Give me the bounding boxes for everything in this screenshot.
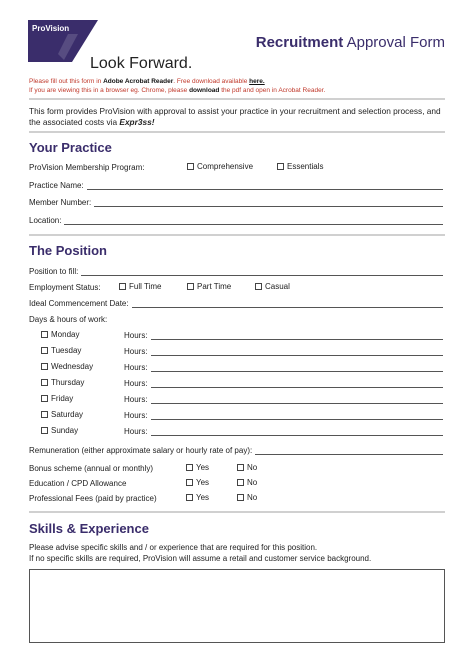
hours-row: Hours:	[124, 360, 443, 372]
education-no[interactable]: No	[237, 478, 257, 487]
day-monday[interactable]: Monday	[41, 330, 79, 339]
checkbox[interactable]	[187, 283, 194, 290]
remuneration-field[interactable]	[255, 446, 443, 455]
fees-yes[interactable]: Yes	[186, 493, 209, 502]
checkbox[interactable]	[277, 163, 284, 170]
commencement-row: Ideal Commencement Date:	[29, 296, 443, 308]
hours-field[interactable]	[151, 363, 443, 372]
day-friday[interactable]: Friday	[41, 394, 73, 403]
acrobat-notice: Please fill out this form in Adobe Acrobat Reader. Free download available here. If you are viewing this in a browser eg. Chrome, please download the pdf and open in Acrobat Reader.	[29, 78, 326, 94]
option-comprehensive[interactable]: Comprehensive	[187, 162, 253, 171]
section-heading-position: The Position	[29, 243, 107, 258]
position-row: Position to fill:	[29, 264, 443, 276]
member-number-row: Member Number:	[29, 195, 443, 207]
hours-row: Hours:	[124, 376, 443, 388]
option-casual[interactable]: Casual	[255, 282, 290, 291]
option-essentials[interactable]: Essentials	[277, 162, 323, 171]
hours-row: Hours:	[124, 424, 443, 436]
option-part-time[interactable]: Part Time	[187, 282, 231, 291]
hours-row: Hours:	[124, 328, 443, 340]
divider	[29, 511, 445, 513]
checkbox[interactable]	[41, 411, 48, 418]
bonus-yes[interactable]: Yes	[186, 463, 209, 472]
hours-field[interactable]	[151, 411, 443, 420]
divider	[29, 98, 445, 100]
hours-field[interactable]	[151, 395, 443, 404]
checkbox[interactable]	[41, 379, 48, 386]
checkbox[interactable]	[237, 494, 244, 501]
checkbox[interactable]	[237, 479, 244, 486]
checkbox[interactable]	[186, 464, 193, 471]
practice-name-row: Practice Name:	[29, 178, 443, 190]
intro-text: This form provides ProVision with approval to assist your practice in your recruitment and selection process, and the associated costs via Expr3ss!	[29, 106, 441, 127]
education-yes[interactable]: Yes	[186, 478, 209, 487]
hours-field[interactable]	[151, 347, 443, 356]
hours-row: Hours:	[124, 344, 443, 356]
bonus-label: Bonus scheme (annual or monthly)	[29, 464, 154, 473]
checkbox[interactable]	[41, 363, 48, 370]
member-number-field[interactable]	[94, 198, 443, 207]
checkbox[interactable]	[41, 331, 48, 338]
hours-field[interactable]	[151, 331, 443, 340]
checkbox[interactable]	[41, 427, 48, 434]
checkbox[interactable]	[255, 283, 262, 290]
membership-row: ProVision Membership Program:	[29, 163, 145, 172]
location-field[interactable]	[64, 216, 443, 225]
employment-row: Employment Status:	[29, 283, 101, 292]
hours-field[interactable]	[151, 379, 443, 388]
hours-row: Hours:	[124, 392, 443, 404]
remuneration-row: Remuneration (either approximate salary or hourly rate of pay):	[29, 443, 443, 455]
option-full-time[interactable]: Full Time	[119, 282, 161, 291]
logo-tagline: Look Forward.	[90, 55, 193, 72]
checkbox[interactable]	[186, 479, 193, 486]
day-wednesday[interactable]: Wednesday	[41, 362, 93, 371]
skills-textarea[interactable]	[29, 569, 445, 643]
fees-label: Professional Fees (paid by practice)	[29, 494, 157, 503]
day-sunday[interactable]: Sunday	[41, 426, 78, 435]
day-thursday[interactable]: Thursday	[41, 378, 84, 387]
day-saturday[interactable]: Saturday	[41, 410, 83, 419]
location-row: Location:	[29, 213, 443, 225]
checkbox[interactable]	[41, 347, 48, 354]
day-tuesday[interactable]: Tuesday	[41, 346, 81, 355]
logo-brand-text: ProVision	[32, 24, 70, 33]
divider	[29, 234, 445, 236]
checkbox[interactable]	[187, 163, 194, 170]
download-link[interactable]: here.	[249, 78, 265, 85]
bonus-no[interactable]: No	[237, 463, 257, 472]
checkbox[interactable]	[186, 494, 193, 501]
provision-logo	[28, 20, 98, 62]
section-heading-skills: Skills & Experience	[29, 521, 149, 536]
page-title: Recruitment Approval Form	[255, 34, 445, 51]
hours-field[interactable]	[151, 427, 443, 436]
checkbox[interactable]	[41, 395, 48, 402]
fees-no[interactable]: No	[237, 493, 257, 502]
checkbox[interactable]	[237, 464, 244, 471]
section-heading-practice: Your Practice	[29, 140, 112, 155]
education-label: Education / CPD Allowance	[29, 479, 127, 488]
skills-instructions: Please advise specific skills and / or experience that are required for this position. If no specific skills are required, ProVision will assume a retail and customer service background.	[29, 543, 372, 563]
position-field[interactable]	[81, 267, 443, 276]
days-label: Days & hours of work:	[29, 315, 108, 324]
hours-row: Hours:	[124, 408, 443, 420]
practice-name-field[interactable]	[87, 181, 443, 190]
commencement-field[interactable]	[132, 299, 443, 308]
checkbox[interactable]	[119, 283, 126, 290]
divider	[29, 131, 445, 133]
